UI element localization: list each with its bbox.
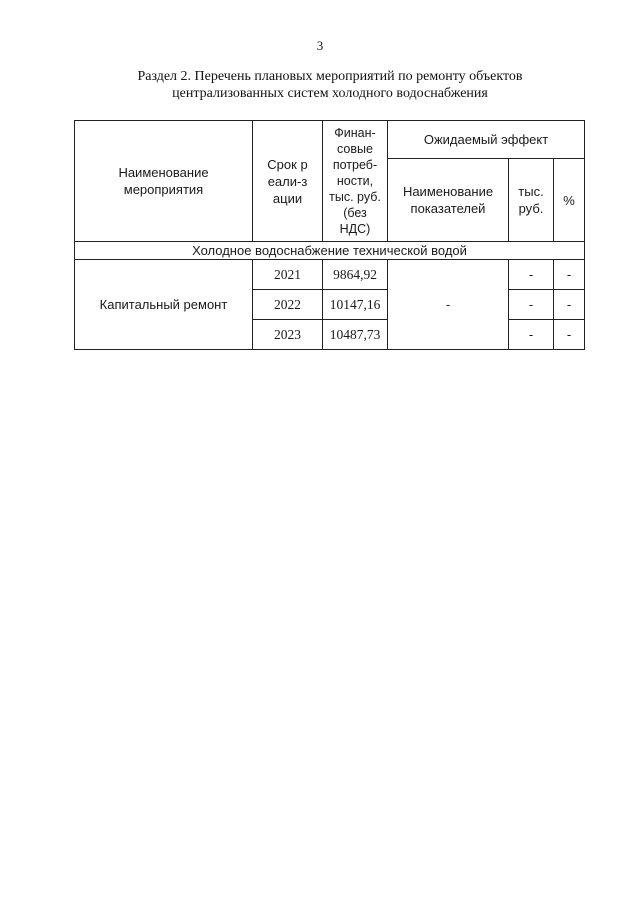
header-expected-effect: Ожидаемый эффект	[388, 121, 585, 159]
year-cell: 2022	[253, 290, 323, 320]
section-heading-row: Холодное водоснабжение технической водой	[75, 242, 585, 260]
year-cell: 2021	[253, 260, 323, 290]
header-term	[253, 121, 323, 242]
year-cell: 2023	[253, 320, 323, 350]
percent-cell: -	[554, 290, 585, 320]
header-thousand-rub-text: тыс. руб.	[518, 184, 544, 216]
header-activity-name-text: Наименование мероприятия	[118, 165, 209, 197]
header-indicator-name-text: Наименование показателей	[402, 184, 494, 216]
header-activity-name	[75, 121, 253, 242]
percent-cell: -	[554, 320, 585, 350]
page-number: 3	[316, 38, 324, 53]
activity-name-cell: Капитальный ремонт	[75, 260, 253, 350]
finance-cell: 9864,92	[323, 260, 388, 290]
thousand-rub-cell: -	[509, 260, 554, 290]
section-title-line-2: централизованных систем холодного водоснабжения	[172, 86, 488, 101]
thousand-rub-cell: -	[509, 320, 554, 350]
percent-cell: -	[554, 260, 585, 290]
finance-cell: 10147,16	[323, 290, 388, 320]
section-title-line-1: Раздел 2. Перечень плановых мероприятий по ремонту объектов	[137, 69, 523, 84]
header-indicator-name	[388, 159, 509, 242]
planned-measures-table	[74, 120, 585, 350]
header-thousand-rub	[509, 159, 554, 242]
header-finance-text: Финан-совые потреб-ности, тыс. руб. (без НДС)	[329, 126, 381, 236]
finance-cell: 10487,73	[323, 320, 388, 350]
header-finance	[323, 121, 388, 242]
header-percent: %	[554, 159, 585, 242]
table-row	[75, 260, 585, 290]
indicator-value-cell: -	[388, 260, 509, 350]
header-term-text: Срок реали-зации	[267, 156, 308, 206]
section-title	[60, 68, 600, 102]
thousand-rub-cell: -	[509, 290, 554, 320]
